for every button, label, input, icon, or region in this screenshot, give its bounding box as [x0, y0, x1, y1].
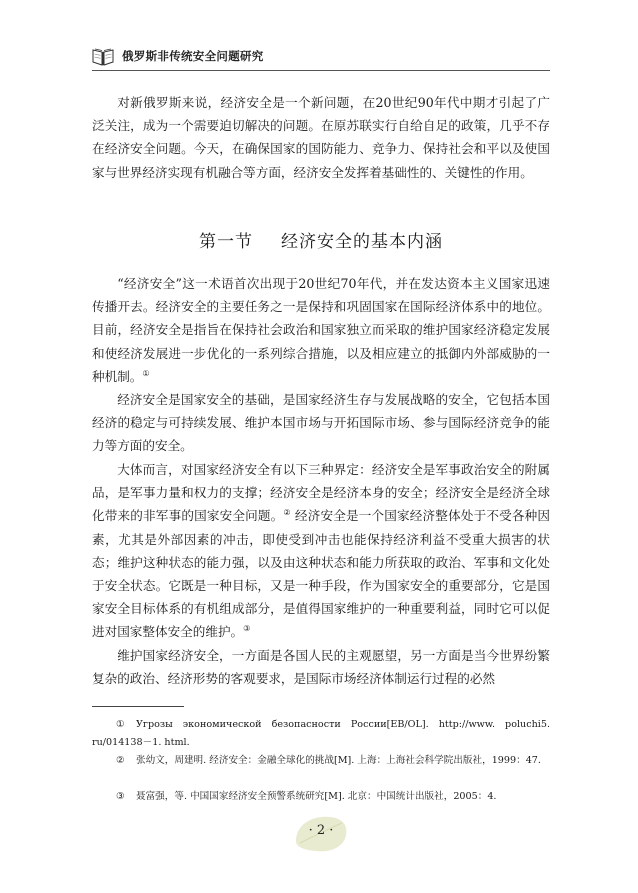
section-number: 第一节: [199, 232, 253, 252]
page-number-badge: [290, 811, 352, 855]
footnote-3-text: 聂富强，等. 中国国家经济安全预警系统研究[M]. 北京：中国统计出版社，2005：4.: [136, 791, 497, 802]
paragraph-4: 维护国家经济安全，一方面是各国人民的主观愿望，另一方面是当今世界纷繁复杂的政治、经济形势的客观要求，是国际市场经济体制运行过程的必然: [92, 648, 550, 687]
intro-paragraph: 对新俄罗斯来说，经济安全是一个新问题，在20世纪90年代中期才引起了广泛关注，成为一个需要迫切解决的问题。在原苏联实行自给自足的政策，几乎不存在经济安全问题。今天，在确保国家的国防能力、竞争力、保持社会和平以及使国家与世界经济实现有机融合等方面，经济安全发挥着基础性的、关键性的作用。: [92, 95, 550, 180]
footnote-1-mark: ①: [116, 719, 125, 730]
footnote-1-text: Угрозы экономической безопасности России[EB/OL]. http://www. poluchi5. ru/014138－1. html.: [92, 719, 550, 748]
paragraph-3-text-b: 经济安全是一个国家经济整体处于不受各种因素，尤其是外部因素的冲击，即使受到冲击也能保持经济利益不受重大损害的状态；维护这种状态的能力强，以及由这种状态和能力所获取的政治、军事和文化处于安全状态。它既是一种目标，又是一种手段，作为国家安全的重要部分，它是国家安全目标体系的有机组成部分，是值得国家维护的一种重要利益，同时它可以促进对国家整体安全的维护。: [92, 508, 550, 640]
footnote-3-mark: ③: [116, 791, 125, 802]
page-number: · 2 ·: [308, 823, 334, 838]
paragraph-1-text: “经济安全”这一术语首次出现于20世纪70年代，并在发达资本主义国家迅速传播开去。经济安全的主要任务之一是保持和巩固国家在国际经济体系中的地位。目前，经济安全是指旨在保持社会政治和国家独立而采取的维护国家经济稳定发展和使经济发展进一步优化的一系列综合措施，以及相应建立的抵御内外部威胁的一种机制。: [92, 276, 550, 384]
paragraph-2: 经济安全是国家安全的基础，是国家经济生存与发展战略的安全，它包括本国经济的稳定与可持续发展、维护本国市场与开拓国际市场、参与国际经济竞争的能力等方面的安全。: [92, 392, 550, 454]
footnote-rule: [92, 706, 184, 707]
paragraph-1: [92, 272, 550, 388]
footnote-2-mark: ②: [116, 755, 125, 766]
page-header: [92, 46, 562, 70]
footnote-2-text: 张幼文，周建明. 经济安全：金融全球化的挑战[M]. 上海：上海社会科学院出版社，1999：47.: [136, 755, 541, 766]
footnote-ref-3: ③: [243, 624, 251, 634]
running-title: 俄罗斯非传统安全问题研究: [122, 49, 264, 63]
paragraph-3-text-a: 大体而言，对国家经济安全有以下三种界定：经济安全是军事政治安全的附属品，是军事力量和权力的支撑；经济安全是经济本身的安全；经济安全是经济全球化带来的非军事的国家安全问题。: [92, 462, 550, 524]
footnote-2: [92, 752, 550, 770]
paragraph-3: [92, 458, 550, 644]
section-title: 经济安全的基本内涵: [281, 232, 443, 252]
footnote-3: [92, 788, 550, 806]
header-rule: [92, 70, 550, 71]
footnote-ref-2: ②: [283, 508, 291, 518]
footnote-1: [92, 716, 550, 752]
open-book-icon: [92, 46, 114, 66]
footnote-ref-1: ①: [142, 368, 150, 378]
section-heading: [92, 227, 550, 252]
